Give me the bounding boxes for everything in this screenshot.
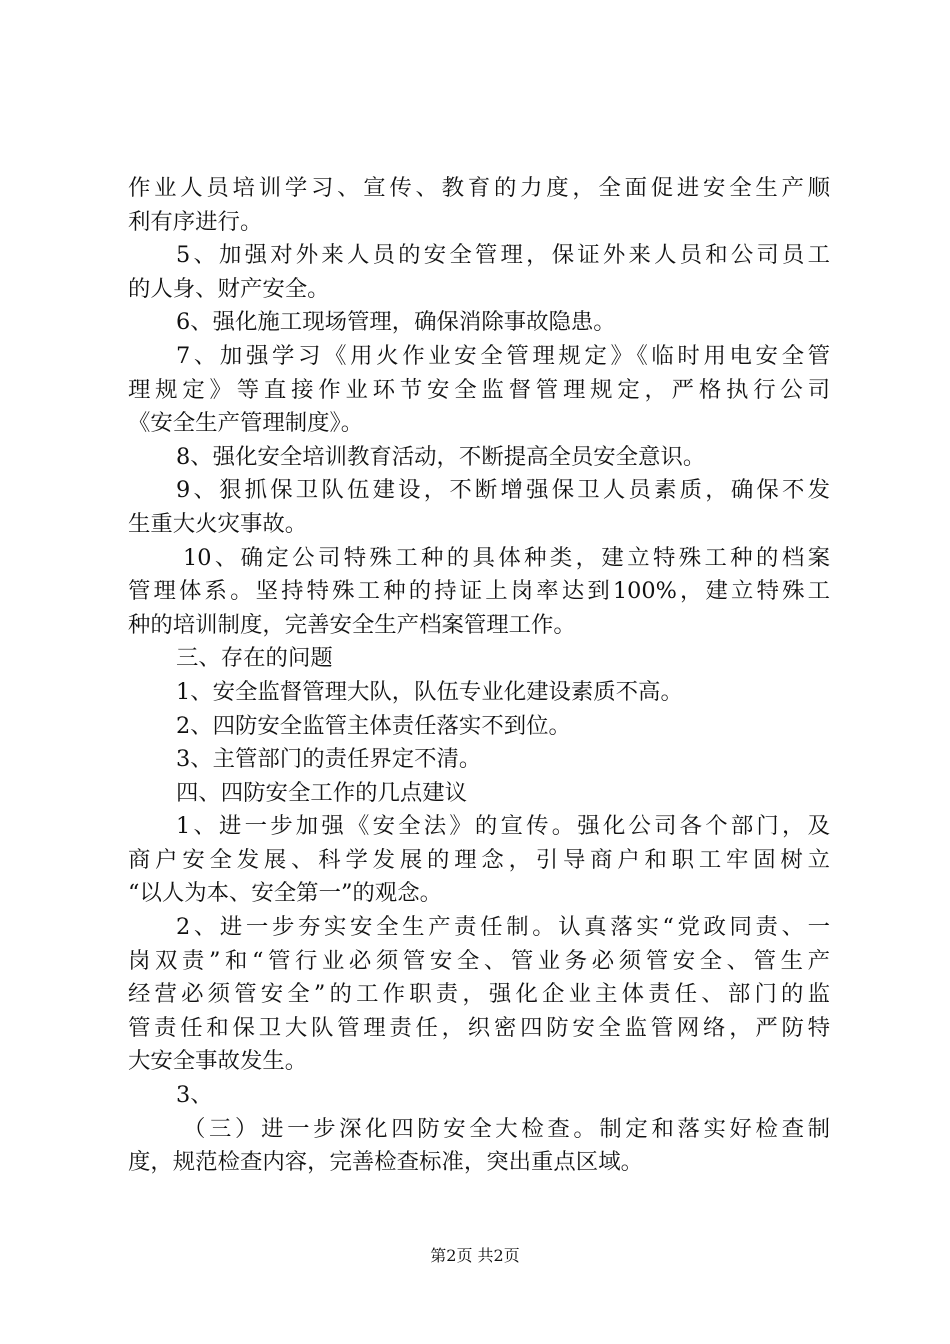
text-line: 2、进一步夯实安全生产责任制。认真落实“党政同责、一 — [176, 914, 830, 941]
text-line: 利有序进行。 — [128, 208, 263, 235]
text-line: 经营必须管安全”的工作职责，强化企业主体责任、部门的监 — [128, 981, 830, 1008]
text-line: “以人为本、安全第一”的观念。 — [128, 880, 442, 907]
section-heading: 四、四防安全工作的几点建议 — [176, 779, 468, 806]
text-line: 8、强化安全培训教育活动，不断提高全员安全意识。 — [176, 443, 706, 470]
page-number-footer: 第2页 共2页 — [430, 1246, 520, 1265]
text-line: 管责任和保卫大队管理责任，织密四防安全监管网络，严防特 — [128, 1014, 830, 1041]
text-line: 1、安全监督管理大队，队伍专业化建设素质不高。 — [176, 678, 683, 705]
document-body — [128, 172, 830, 1180]
text-line: 的人身、财产安全。 — [128, 275, 330, 302]
text-line: （三）进一步深化四防安全大检查。制定和落实好检查制 — [183, 1115, 830, 1142]
text-line: 《安全生产管理制度》。 — [128, 410, 364, 437]
text-line: 9、狠抓保卫队伍建设，不断增强保卫人员素质，确保不发 — [176, 477, 830, 504]
text-line: 3、主管部门的责任界定不清。 — [176, 746, 482, 773]
text-line: 6、强化施工现场管理，确保消除事故隐患。 — [176, 309, 616, 336]
text-line: 理规定》等直接作业环节安全监督管理规定，严格执行公司 — [128, 376, 830, 403]
text-line: 2、四防安全监管主体责任落实不到位。 — [176, 712, 571, 739]
text-line: 1、进一步加强《安全法》的宣传。强化公司各个部门，及 — [176, 813, 830, 840]
text-line: 生重大火灾事故。 — [128, 510, 308, 537]
text-line: 3、 — [176, 1082, 213, 1109]
text-line: 大安全事故发生。 — [128, 1048, 308, 1075]
text-line: 10、确定公司特殊工种的具体种类，建立特殊工种的档案 — [183, 544, 830, 571]
section-heading: 三、存在的问题 — [176, 645, 333, 672]
text-line: 作业人员培训学习、宣传、教育的力度，全面促进安全生产顺 — [128, 175, 830, 201]
text-line: 度，规范检查内容，完善检查标准，突出重点区域。 — [128, 1149, 643, 1176]
text-line: 5、加强对外来人员的安全管理，保证外来人员和公司员工 — [176, 242, 830, 269]
text-line: 种的培训制度，完善安全生产档案管理工作。 — [128, 611, 576, 638]
text-line: 商户安全发展、科学发展的理念，引导商户和职工牢固树立 — [128, 846, 830, 873]
text-line: 7、加强学习《用火作业安全管理规定》《临时用电安全管 — [176, 342, 830, 369]
text-line: 岗双责”和“管行业必须管安全、管业务必须管安全、管生产 — [128, 947, 830, 974]
text-line: 管理体系。坚持特殊工种的持证上岗率达到100%，建立特殊工 — [128, 578, 830, 605]
